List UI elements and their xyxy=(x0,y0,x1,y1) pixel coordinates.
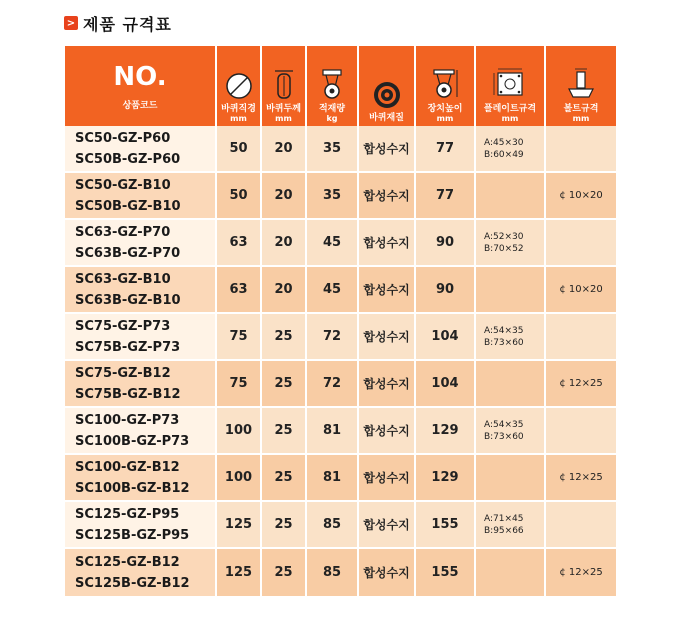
model-code-b: SC50B-GZ-B10 xyxy=(75,198,181,214)
plate-cell xyxy=(476,408,546,455)
plate-cell xyxy=(476,126,546,173)
header-plate-label: 플레이트규격 xyxy=(483,104,537,114)
title-text: 제품 규격표 xyxy=(83,14,172,34)
table-row xyxy=(65,455,616,502)
load-cell: 72 xyxy=(307,361,359,408)
header-width-label: 바퀴두께 xyxy=(266,104,301,114)
model-cell xyxy=(65,549,217,598)
header-no xyxy=(65,46,217,126)
spec-body xyxy=(65,126,616,598)
model-code-b: SC50B-GZ-P60 xyxy=(75,151,181,167)
model-code: SC125-GZ-P95 xyxy=(75,506,180,522)
model-code-b: SC75B-GZ-B12 xyxy=(75,386,181,402)
plate-cell xyxy=(476,455,546,502)
header-no-label: NO. xyxy=(113,61,167,92)
load-cell: 81 xyxy=(307,408,359,455)
model-cell xyxy=(65,502,217,549)
width-cell: 25 xyxy=(262,549,307,598)
header-diameter xyxy=(217,46,262,126)
header-material xyxy=(359,46,416,126)
table-row xyxy=(65,173,616,220)
plate-size-b: B:70×52 xyxy=(484,243,524,254)
arrow-icon: > xyxy=(64,16,78,30)
material-cell: 합성수지 xyxy=(359,408,416,455)
load-cell: 35 xyxy=(307,126,359,173)
model-cell xyxy=(65,173,217,220)
model-code: SC50-GZ-P60 xyxy=(75,130,171,146)
height-cell: 77 xyxy=(416,173,476,220)
table-row xyxy=(65,549,616,598)
header-bolt xyxy=(546,46,616,126)
plate-cell xyxy=(476,361,546,408)
height-cell: 90 xyxy=(416,267,476,314)
header-plate-unit: mm xyxy=(501,114,519,123)
plate-cell xyxy=(476,220,546,267)
width-cell: 20 xyxy=(262,220,307,267)
material-cell: 합성수지 xyxy=(359,549,416,598)
plate-cell xyxy=(476,549,546,598)
height-cell: 155 xyxy=(416,502,476,549)
model-code-b: SC63B-GZ-P70 xyxy=(75,245,181,261)
width-cell: 25 xyxy=(262,361,307,408)
diameter-cell: 75 xyxy=(217,361,262,408)
table-row xyxy=(65,314,616,361)
material-cell: 합성수지 xyxy=(359,314,416,361)
model-code: SC75-GZ-B12 xyxy=(75,365,171,381)
width-cell: 25 xyxy=(262,502,307,549)
model-code: SC63-GZ-B10 xyxy=(75,271,171,287)
header-load xyxy=(307,46,359,126)
table-row xyxy=(65,408,616,455)
plate-size-a: A:54×35 xyxy=(484,325,524,336)
bolt-cell xyxy=(546,314,616,361)
section-title xyxy=(64,12,172,34)
header-height-label: 장치높이 xyxy=(427,104,463,114)
header-height xyxy=(416,46,476,126)
mounting-height-icon xyxy=(429,67,461,101)
plate-size-icon xyxy=(490,67,530,101)
material-cell: 합성수지 xyxy=(359,173,416,220)
wheel-material-icon xyxy=(372,80,402,110)
bolt-cell xyxy=(546,126,616,173)
plate-cell xyxy=(476,173,546,220)
plate-size-b: B:73×60 xyxy=(484,337,524,348)
load-cell: 45 xyxy=(307,220,359,267)
model-code-b: SC100B-GZ-B12 xyxy=(75,480,190,496)
material-cell: 합성수지 xyxy=(359,455,416,502)
model-code-b: SC100B-GZ-P73 xyxy=(75,433,190,449)
width-cell: 20 xyxy=(262,267,307,314)
header-plate xyxy=(476,46,546,126)
load-cell: 35 xyxy=(307,173,359,220)
height-cell: 90 xyxy=(416,220,476,267)
model-code: SC50-GZ-B10 xyxy=(75,177,171,193)
header-diameter-unit: mm xyxy=(230,114,247,123)
model-code: SC63-GZ-P70 xyxy=(75,224,171,240)
height-cell: 77 xyxy=(416,126,476,173)
diameter-cell: 75 xyxy=(217,314,262,361)
model-cell xyxy=(65,455,217,502)
bolt-cell xyxy=(546,408,616,455)
bolt-cell xyxy=(546,502,616,549)
model-cell xyxy=(65,126,217,173)
plate-cell xyxy=(476,502,546,549)
plate-size-b: B:73×60 xyxy=(484,431,524,442)
model-code: SC100-GZ-P73 xyxy=(75,412,180,428)
plate-size-b: B:60×49 xyxy=(484,149,524,160)
table-row xyxy=(65,220,616,267)
plate-size-a: A:45×30 xyxy=(484,137,524,148)
header-material-label: 바퀴재질 xyxy=(369,113,404,123)
header-diameter-label: 바퀴직경 xyxy=(221,104,256,114)
bolt-cell: ¢ 12×25 xyxy=(546,455,616,502)
load-capacity-icon xyxy=(317,67,347,101)
diameter-cell: 100 xyxy=(217,408,262,455)
height-cell: 129 xyxy=(416,408,476,455)
plate-size-b: B:95×66 xyxy=(484,525,524,536)
material-cell: 합성수지 xyxy=(359,267,416,314)
height-cell: 104 xyxy=(416,314,476,361)
bolt-cell xyxy=(546,220,616,267)
diameter-cell: 63 xyxy=(217,267,262,314)
header-width xyxy=(262,46,307,126)
model-cell xyxy=(65,408,217,455)
model-cell xyxy=(65,361,217,408)
model-cell xyxy=(65,267,217,314)
width-cell: 25 xyxy=(262,408,307,455)
model-code: SC75-GZ-P73 xyxy=(75,318,171,334)
model-code-b: SC125B-GZ-P95 xyxy=(75,527,190,543)
header-row xyxy=(65,46,616,126)
header-load-label: 적재량 xyxy=(318,104,346,114)
model-code: SC125-GZ-B12 xyxy=(75,554,180,570)
bolt-cell: ¢ 12×25 xyxy=(546,361,616,408)
plate-cell xyxy=(476,314,546,361)
plate-size-a: A:54×35 xyxy=(484,419,524,430)
material-cell: 합성수지 xyxy=(359,126,416,173)
width-cell: 25 xyxy=(262,455,307,502)
header-width-unit: mm xyxy=(275,114,292,123)
plate-cell xyxy=(476,267,546,314)
bolt-cell: ¢ 10×20 xyxy=(546,267,616,314)
load-cell: 81 xyxy=(307,455,359,502)
model-code-b: SC75B-GZ-P73 xyxy=(75,339,181,355)
bolt-size-icon xyxy=(563,67,599,101)
width-cell: 20 xyxy=(262,173,307,220)
diameter-cell: 100 xyxy=(217,455,262,502)
bolt-cell: ¢ 12×25 xyxy=(546,549,616,598)
model-cell xyxy=(65,220,217,267)
spec-table xyxy=(65,46,616,598)
wheel-width-icon xyxy=(269,67,299,101)
diameter-cell: 63 xyxy=(217,220,262,267)
table-row xyxy=(65,126,616,173)
diameter-cell: 125 xyxy=(217,549,262,598)
diameter-cell: 50 xyxy=(217,126,262,173)
diameter-cell: 50 xyxy=(217,173,262,220)
height-cell: 104 xyxy=(416,361,476,408)
header-no-sub: 상품코드 xyxy=(122,100,158,111)
width-cell: 20 xyxy=(262,126,307,173)
header-bolt-unit: mm xyxy=(572,114,590,123)
header-bolt-label: 볼트규격 xyxy=(563,104,599,114)
material-cell: 합성수지 xyxy=(359,220,416,267)
wheel-diameter-icon xyxy=(224,71,254,101)
load-cell: 85 xyxy=(307,549,359,598)
material-cell: 합성수지 xyxy=(359,502,416,549)
height-cell: 155 xyxy=(416,549,476,598)
load-cell: 85 xyxy=(307,502,359,549)
header-load-unit: kg xyxy=(326,114,338,123)
height-cell: 129 xyxy=(416,455,476,502)
table-row xyxy=(65,267,616,314)
table-row xyxy=(65,502,616,549)
material-cell: 합성수지 xyxy=(359,361,416,408)
plate-size-a: A:52×30 xyxy=(484,231,524,242)
model-code-b: SC63B-GZ-B10 xyxy=(75,292,181,308)
bolt-cell: ¢ 10×20 xyxy=(546,173,616,220)
load-cell: 72 xyxy=(307,314,359,361)
model-code-b: SC125B-GZ-B12 xyxy=(75,575,190,591)
load-cell: 45 xyxy=(307,267,359,314)
header-height-unit: mm xyxy=(436,114,454,123)
model-code: SC100-GZ-B12 xyxy=(75,459,180,475)
diameter-cell: 125 xyxy=(217,502,262,549)
width-cell: 25 xyxy=(262,314,307,361)
table-row xyxy=(65,361,616,408)
plate-size-a: A:71×45 xyxy=(484,513,524,524)
model-cell xyxy=(65,314,217,361)
